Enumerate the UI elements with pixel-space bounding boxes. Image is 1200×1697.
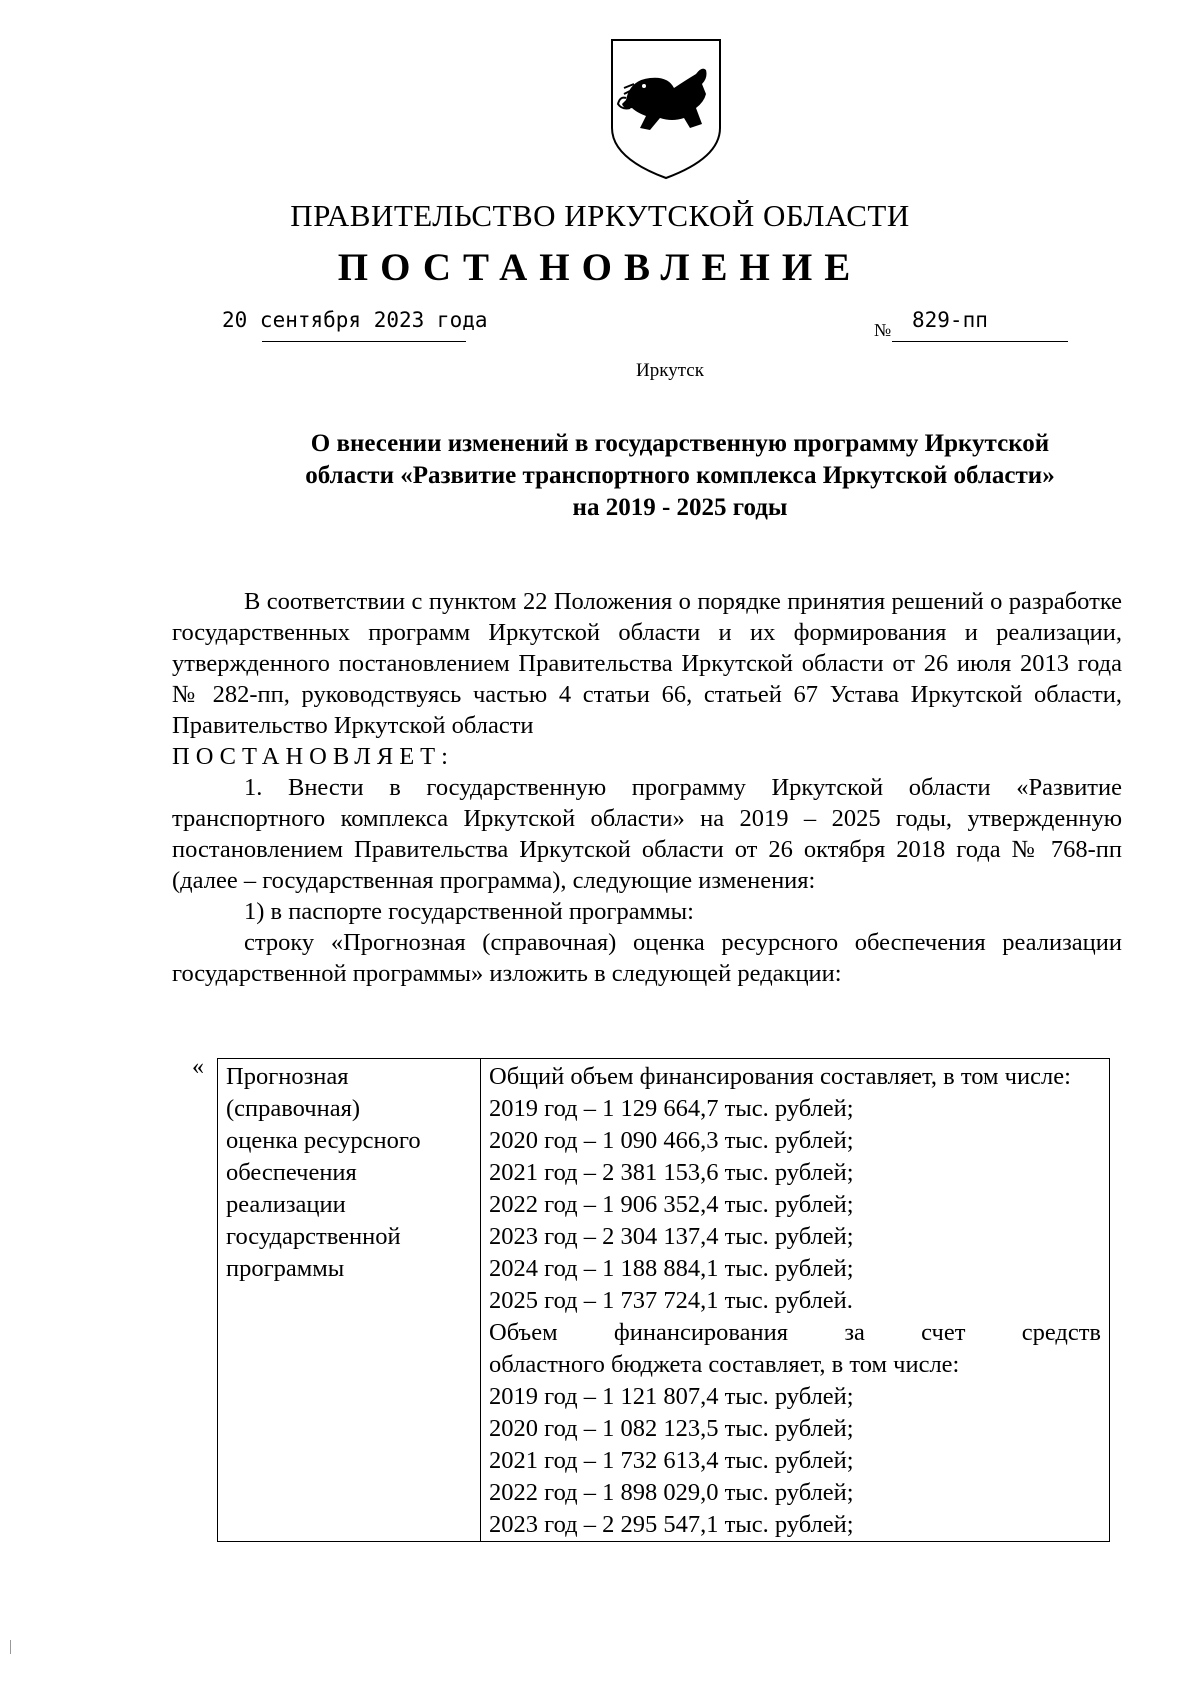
regional-financing-line: 2021 год – 1 732 613,4 тыс. рублей;: [489, 1447, 854, 1474]
total-financing-line: 2019 год – 1 129 664,7 тыс. рублей;: [489, 1095, 854, 1122]
number-underline: [892, 341, 1068, 342]
number-label: №: [874, 320, 892, 340]
preamble-paragraph: В соответствии с пунктом 22 Положения о порядке принятия решений о разработке государственных программ Иркутской области и их формирования и реализации, утвержденного постановлением Правительства Иркутской области от 26 июля 2013 года № 282-пп, руководствуясь частью 4 статьи 66, статьей 67 Устава Иркутской области, Правительство Иркутской области: [172, 588, 1122, 739]
city: Иркутск: [636, 360, 704, 381]
row-label-line: (справочная): [226, 1095, 361, 1122]
total-financing-line: 2021 год – 2 381 153,6 тыс. рублей;: [489, 1159, 854, 1186]
organization-name: ПРАВИТЕЛЬСТВО ИРКУТСКОЙ ОБЛАСТИ: [290, 198, 910, 233]
regional-financing-line: 2019 год – 1 121 807,4 тыс. рублей;: [489, 1383, 854, 1410]
row-label-line: Прогнозная: [226, 1063, 349, 1090]
open-quote: «: [192, 1054, 204, 1080]
document-number: 829-пп: [912, 308, 988, 332]
decree-word: ПОСТАНОВЛЯЕТ:: [172, 743, 454, 770]
regional-financing-intro: областного бюджета составляет, в том числе:: [489, 1351, 960, 1378]
date-underline: [262, 341, 466, 342]
row-label-line: реализации: [226, 1191, 346, 1218]
document-title: [175, 428, 1185, 524]
row-value-cell: [481, 1059, 1110, 1542]
regional-financing-line: 2022 год – 1 898 029,0 тыс. рублей;: [489, 1479, 854, 1506]
instruction-paragraph: строку «Прогнозная (справочная) оценка ресурсного обеспечения реализации государственной программы» изложить в следующей редакции:: [172, 929, 1122, 987]
document-body: [172, 586, 1122, 989]
total-financing-line: 2024 год – 1 188 884,1 тыс. рублей;: [489, 1255, 854, 1282]
irkutsk-coat-of-arms-icon: [610, 38, 722, 180]
row-label-cell: [218, 1059, 481, 1542]
document-date: 20 сентября 2023 года: [222, 308, 488, 332]
document-type: ПОСТАНОВЛЕНИЕ: [337, 246, 863, 289]
total-financing-line: 2025 год – 1 737 724,1 тыс. рублей.: [489, 1287, 853, 1314]
row-label-line: государственной: [226, 1223, 401, 1250]
title-line: области «Развитие транспортного комплекса Иркутской области»: [305, 462, 1055, 489]
regional-financing-intro: Объем финансирования за счет средств: [489, 1319, 1101, 1346]
regional-financing-line: 2020 год – 1 082 123,5 тыс. рублей;: [489, 1415, 854, 1442]
scan-artifact: [10, 1640, 11, 1654]
row-label-line: программы: [226, 1255, 345, 1282]
subitem-1-paragraph: 1) в паспорте государственной программы:: [244, 898, 694, 925]
total-financing-intro: Общий объем финансирования составляет, в том числе:: [489, 1063, 1071, 1090]
total-financing-line: 2023 год – 2 304 137,4 тыс. рублей;: [489, 1223, 854, 1250]
table-row: [218, 1059, 1110, 1542]
row-label-line: оценка ресурсного: [226, 1127, 421, 1154]
item-1-paragraph: 1. Внести в государственную программу Иркутской области «Развитие транспортного комплекса Иркутской области» на 2019 – 2025 годы, утвержденную постановлением Правительства Иркутской области от 26 октября 2018 года № 768-пп (далее – государственная программа), следующие изменения:: [172, 774, 1122, 894]
row-label-line: обеспечения: [226, 1159, 357, 1186]
total-financing-line: 2020 год – 1 090 466,3 тыс. рублей;: [489, 1127, 854, 1154]
total-financing-line: 2022 год – 1 906 352,4 тыс. рублей;: [489, 1191, 854, 1218]
title-line: О внесении изменений в государственную программу Иркутской: [310, 430, 1050, 457]
passport-table: [217, 1058, 1110, 1542]
regional-financing-line: 2023 год – 2 295 547,1 тыс. рублей;: [489, 1511, 854, 1538]
title-line: на 2019 - 2025 годы: [572, 494, 788, 521]
